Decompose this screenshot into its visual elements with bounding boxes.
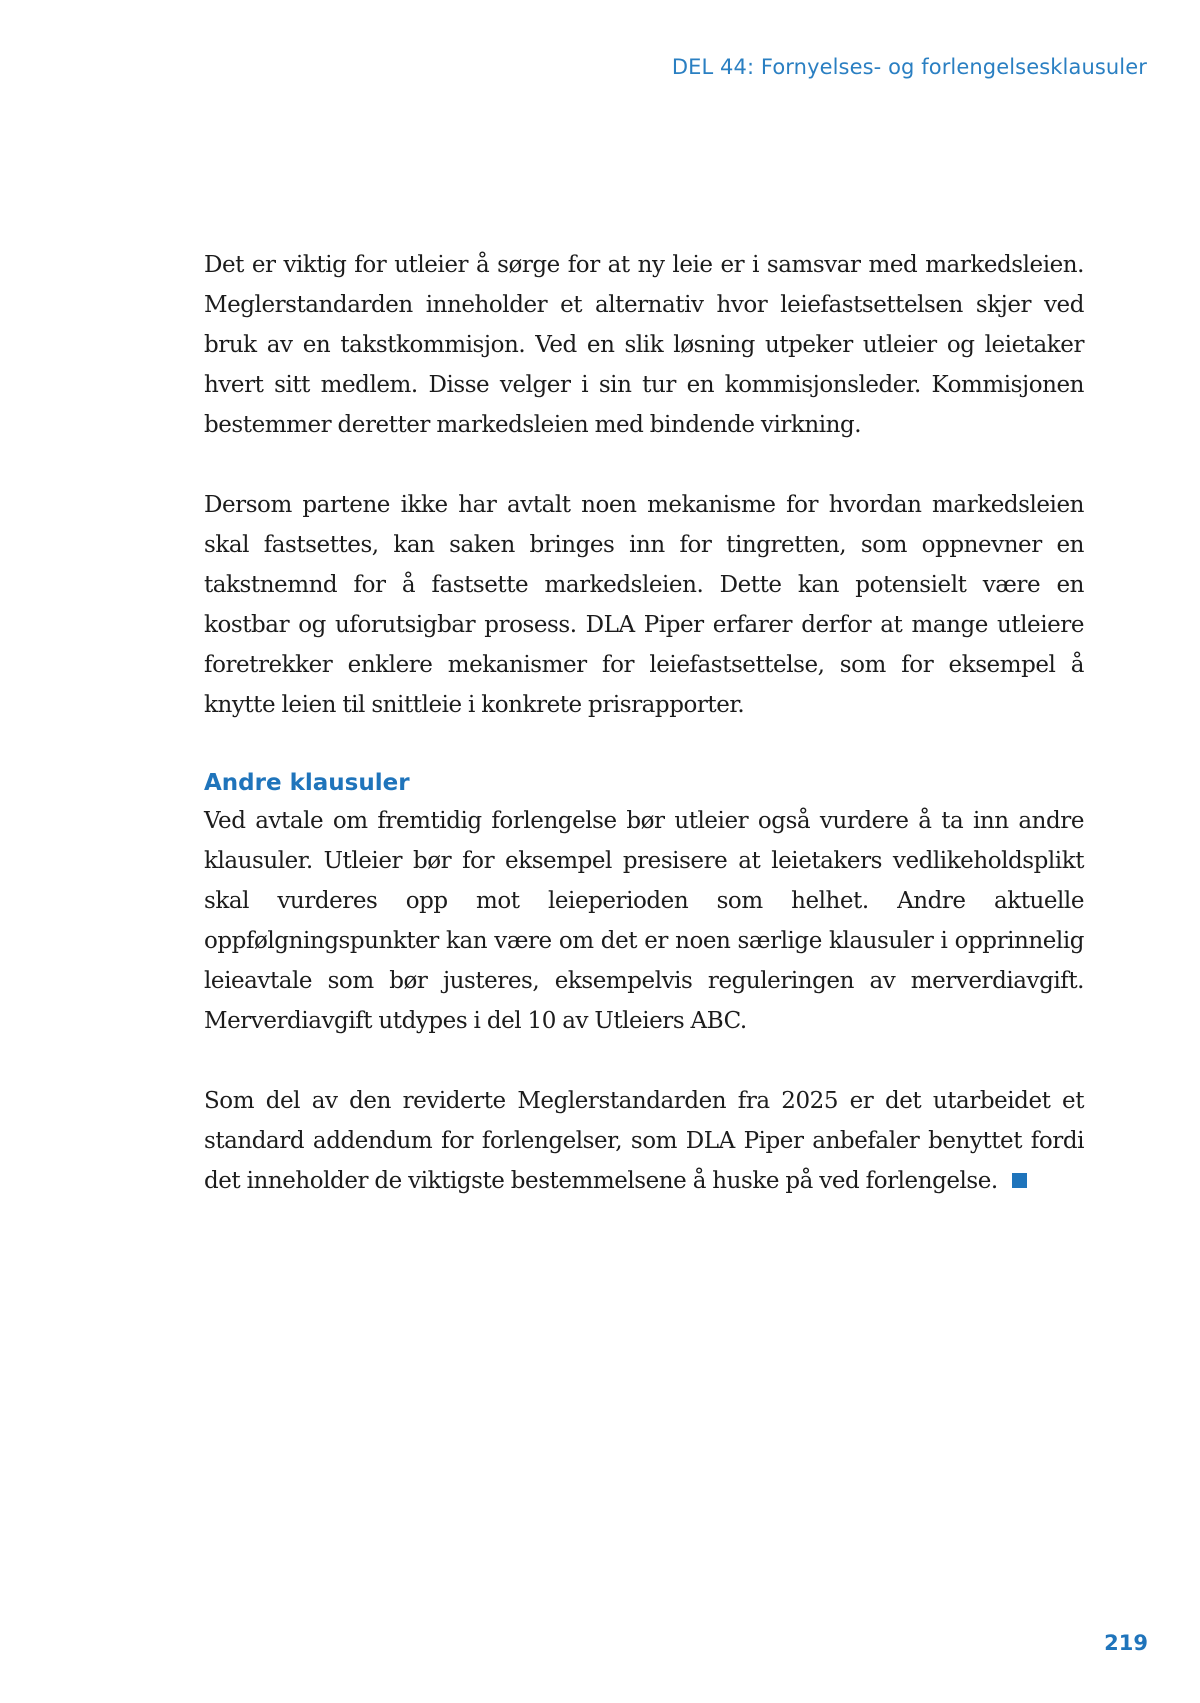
section-heading: Andre klausuler bbox=[204, 770, 410, 796]
running-header: DEL 44: Fornyelses- og forlengelsesklausuler bbox=[671, 55, 1147, 79]
paragraph: Dersom partene ikke har avtalt noen mekanisme for hvordan markedsleien skal fastsettes, kan saken bringes inn for tingretten, som oppnevner en takstnemnd for å fastsette markedsleien. Dette kan potensielt være en kostbar og uforutsigbar prosess. DLA Piper erfarer derfor at mange utleiere foretrekker enklere mekanismer for leiefastsettelse, som for eksempel å knytte leien til snittleie i konkrete prisrapporter. bbox=[204, 492, 1084, 718]
paragraph bbox=[204, 1081, 1084, 1201]
end-of-article-square-icon bbox=[1012, 1173, 1027, 1188]
paragraph-text: Som del av den reviderte Meglerstandarden fra 2025 er det utarbeidet et standard addendum for forlengelser, som DLA Piper anbefaler benyttet fordi det inneholder de viktigste bestemmelsene å huske på ved forlengelse. bbox=[204, 1088, 1084, 1194]
paragraph: Det er viktig for utleier å sørge for at ny leie er i samsvar med markedsleien. Meglerstandarden inneholder et alternativ hvor leiefastsettelsen skjer ved bruk av en takstkommisjon. Ved en slik løsning utpeker utleier og leietaker hvert sitt medlem. Disse velger i sin tur en kommisjonsleder. Kommisjonen bestemmer deretter markedsleien med bindende virkning. bbox=[204, 252, 1084, 438]
page-number: 219 bbox=[1104, 1631, 1148, 1655]
paragraph: Ved avtale om fremtidig forlengelse bør utleier også vurdere å ta inn andre klausuler. Utleier bør for eksempel presisere at leietakers vedlikeholdsplikt skal vurderes opp mot leieperioden som helhet. Andre aktuelle oppfølgningspunkter kan være om det er noen særlige klausuler i opprinnelig leieavtale som bør justeres, eksempelvis reguleringen av merverdiavgift. Merverdiavgift utdypes i del 10 av Utleiers ABC. bbox=[204, 808, 1084, 1034]
body-text bbox=[204, 245, 1084, 1201]
